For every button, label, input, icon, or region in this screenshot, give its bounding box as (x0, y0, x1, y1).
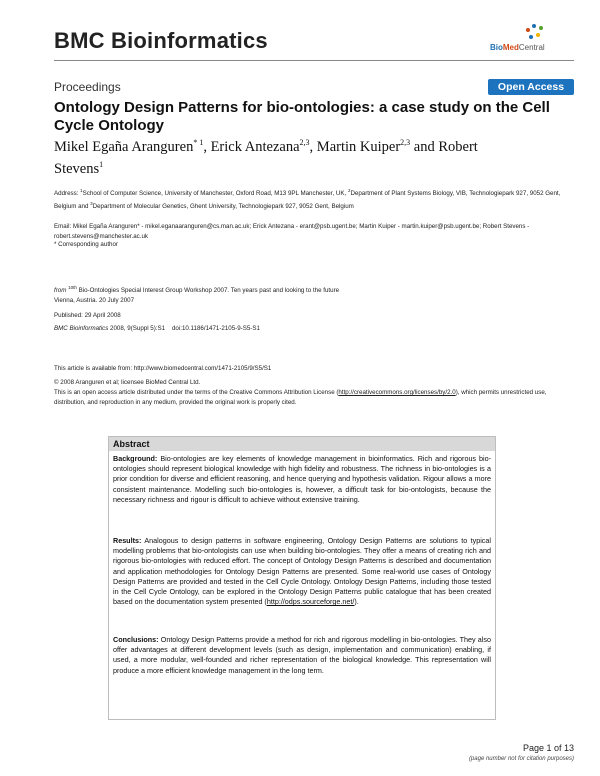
author-name: Erick Antezana (210, 138, 300, 155)
workshop-location: Vienna, Austria. 20 July 2007 (54, 296, 135, 304)
address-block (54, 186, 574, 211)
abstract-results (113, 536, 491, 607)
affiliation-marker: 2 (347, 188, 351, 193)
corresponding-author-note: * Corresponding author (54, 241, 118, 248)
logo-med-text: Med (502, 43, 519, 52)
copyright-note: © 2008 Aranguren et al; licensee BioMed Central Ltd. (54, 379, 201, 386)
affiliation-marker: 3 (90, 200, 93, 206)
affiliation-text: Department of Plant Systems Biology, VIB, Technologiepark 927, 9052 Gent, Belgium and (54, 190, 561, 210)
ordinal-marker: 10th (68, 285, 77, 290)
author-affiliation: 2,3 (299, 138, 310, 147)
header-divider (54, 60, 574, 61)
from-prefix: from (54, 287, 69, 295)
abstract-heading: Abstract (109, 437, 495, 451)
author-separator: and (410, 138, 439, 155)
author-separator: , (309, 138, 317, 155)
email-block: Email: Mikel Egaña Aranguren* - mikel.eganaaranguren@cs.man.ac.uk; Erick Antezana - erant@psb.ugent.be; Martin Kuiper - martin.kuiper@psb.ugent.be; Robert Stevens - robert.stevens@manchester.ac.uk (54, 223, 530, 240)
conclusions-text: Ontology Design Patterns provide a method for rich and rigorous modelling in bio-ontologies. They also offer advantages at different development levels (such as design, implementation and communication) enabling, if used, a more modular, well-founded and richer representation of the biological knowledge. This representation will produce a more efficient knowledge management in the long term. (113, 635, 491, 675)
open-access-badge: Open Access (488, 79, 574, 95)
results-text: Analogous to design patterns in software engineering, Ontology Design Patterns are solutions to typical modelling problems that bio-ontologists can use when building bio-ontologies. They offer a means of creating rich and rigorous bio-ontologies with reduced effort. The concept of Ontology Design Patterns is described and documentation and application methodologies for Ontology Design Patterns are presented. Some real-world use cases of Ontology Design Patterns are provided and tested in the Cell Cycle Ontology. Ontology Design Patterns, including those tested in the Cell Cycle Ontology, can be explored in the Ontology Design Patterns public catalogue that has been created based on the documentation system presented ( (113, 536, 491, 607)
license-text: ), which permits unrestricted use, distribution, and reproduction in any medium, provided the original work is properly cited. (54, 389, 547, 406)
page-number: Page 1 of 13 (522, 743, 574, 753)
abstract-background (113, 454, 491, 505)
author-affiliation: 1 (99, 159, 104, 169)
section-label: Proceedings (54, 80, 121, 94)
catalogue-link[interactable]: http://odps.sourceforge.net/ (266, 597, 355, 607)
author-affiliation: 2,3 (400, 138, 411, 147)
author-affiliation: * 1 (193, 138, 204, 147)
citation-ref: 2008, 9(Suppl 5):S1 (108, 325, 166, 332)
background-text: Bio-ontologies are key elements of knowledge management in bioinformatics. Rich and rigorous bio-ontologies should represent biological knowledge with high fidelity and robustness. The richness in bio-ontologies is a prior condition for diverse and efficient reasoning, and hence querying and hypothesis validation. Rigour allows a more consistent maintenance. Modelling such bio-ontologies is, however, a difficult task for bio-ontologists, because the necessary richness and rigour is difficult to achieve without extensive training. (113, 454, 491, 504)
proceedings-source (54, 283, 574, 305)
affiliation-text: Department of Molecular Genetics, Ghent University, Technologiepark 927, 9052 Gent, Belgium (92, 202, 354, 210)
abstract-box (108, 436, 496, 720)
author-name: Martin Kuiper (316, 138, 401, 155)
results-label: Results: (113, 536, 142, 545)
abstract-conclusions (113, 635, 491, 676)
workshop-name: Bio-Ontologies Special Interest Group Workshop 2007. Ten years past and looking to the future (76, 287, 340, 295)
results-text-end: ). (354, 597, 359, 607)
affiliation-marker: 1 (80, 188, 83, 193)
affiliation-text: School of Computer Science, University of Manchester, Oxford Road, M13 9PL Manchester, UK, (82, 190, 348, 198)
citation-line (54, 324, 574, 334)
author-name: Mikel Egaña Aranguren (54, 138, 194, 155)
background-label: Background: (113, 454, 158, 463)
logo-bio-text: Bio (490, 43, 503, 52)
logo-central-text: Central (518, 43, 545, 52)
article-title: Ontology Design Patterns for bio-ontologies: a case study on the Cell Cycle Ontology (54, 99, 550, 134)
license-link[interactable]: http://creativecommons.org/licenses/by/2.0 (338, 389, 456, 396)
published-date: Published: 29 April 2008 (54, 312, 121, 319)
author-list (54, 134, 524, 178)
journal-title: BMC Bioinformatics (54, 28, 268, 53)
page-number-note: (page number not for citation purposes) (468, 756, 574, 762)
address-label: Address: (54, 190, 81, 198)
citation-journal: BMC Bioinformatics (54, 325, 109, 332)
license-note (54, 388, 574, 407)
citation-doi: doi:10.1186/1471-2105-9-S5-S1 (171, 325, 260, 332)
biomed-central-logo (484, 22, 574, 58)
conclusions-label: Conclusions: (113, 635, 159, 644)
license-text: This is an open access article distributed under the terms of the Creative Commons Attribution License ( (54, 389, 339, 396)
author-name: Robert Stevens (54, 138, 478, 177)
availability-note: This article is available from: http://www.biomedcentral.com/1471-2105/9/S5/S1 (54, 365, 272, 372)
author-separator: , (203, 138, 211, 155)
